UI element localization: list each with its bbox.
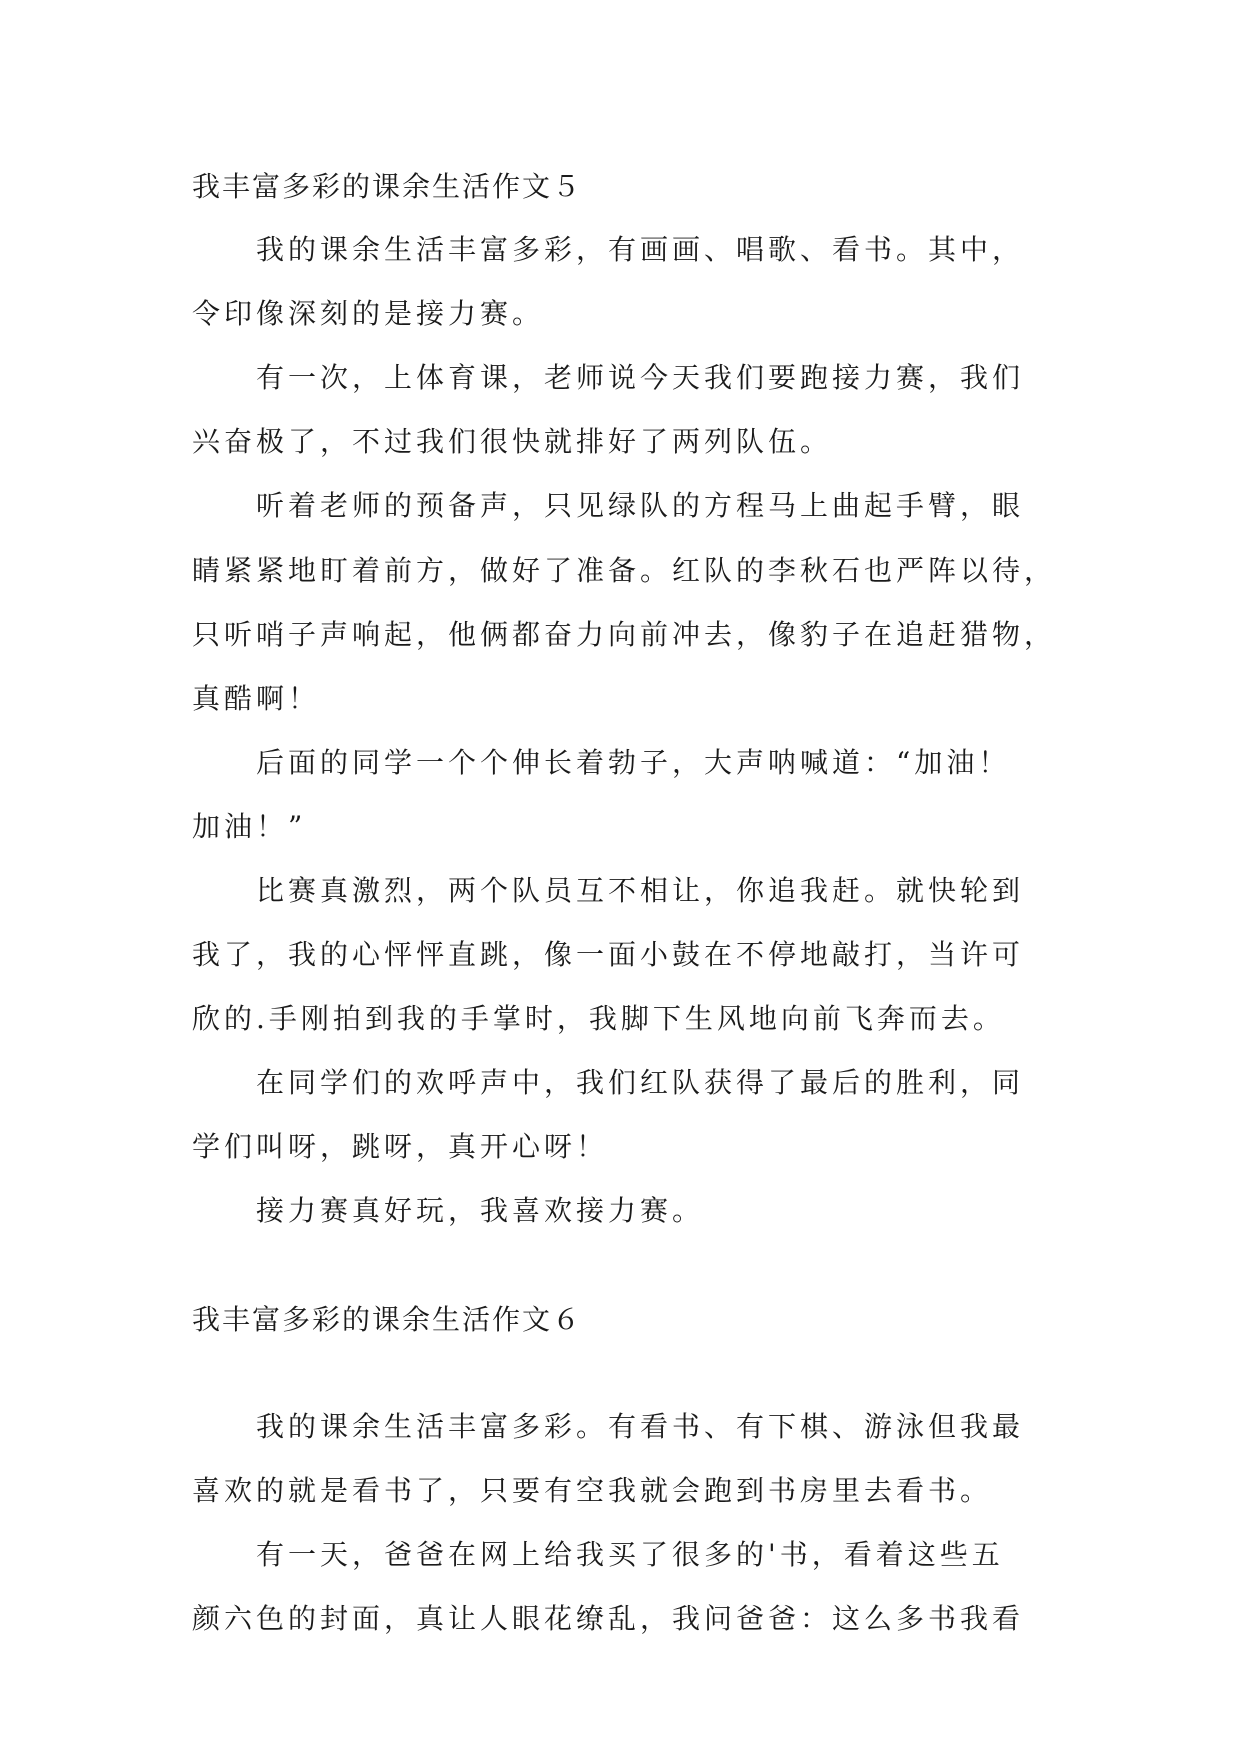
- paragraph-line: 睛紧紧地盯着前方，做好了准备。红队的李秋石也严阵以待，: [192, 554, 1057, 587]
- paragraph-line: 兴奋极了，不过我们很快就排好了两列队伍。: [192, 425, 833, 458]
- paragraph-line: 我了，我的心怦怦直跳，像一面小鼓在不停地敲打，当许可: [192, 938, 1025, 971]
- paragraph-line: 有一天，爸爸在网上给我买了很多的'书，看着这些五: [256, 1538, 1004, 1571]
- paragraph-line: 加油！”: [192, 810, 307, 843]
- paragraph-line: 听着老师的预备声，只见绿队的方程马上曲起手臂，眼: [256, 489, 1025, 522]
- paragraph-line: 我的课余生活丰富多彩。有看书、有下棋、游泳但我最: [256, 1410, 1025, 1443]
- section-title: 我丰富多彩的课余生活作文５: [192, 170, 583, 203]
- paragraph-line: 颜六色的封面，真让人眼花缭乱，我问爸爸：这么多书我看: [192, 1602, 1025, 1635]
- paragraph-line: 喜欢的就是看书了，只要有空我就会跑到书房里去看书。: [192, 1474, 993, 1507]
- paragraph-line: 令印像深刻的是接力赛。: [192, 297, 545, 330]
- paragraph-line: 有一次，上体育课，老师说今天我们要跑接力赛，我们: [256, 361, 1025, 394]
- paragraph-line: 后面的同学一个个伸长着勃子，大声呐喊道：“加油！: [256, 746, 1011, 779]
- paragraph-line: 接力赛真好玩，我喜欢接力赛。: [256, 1194, 705, 1227]
- paragraph-line: 学们叫呀，跳呀，真开心呀！: [192, 1130, 609, 1163]
- paragraph-line: 真酷啊！: [192, 682, 321, 715]
- section-title: 我丰富多彩的课余生活作文６: [192, 1303, 583, 1336]
- paragraph-line: 只听哨子声响起，他俩都奋力向前冲去，像豹子在追赶猎物，: [192, 618, 1057, 651]
- paragraph-line: 欣的.手刚拍到我的手掌时，我脚下生风地向前飞奔而去。: [192, 1002, 1005, 1035]
- paragraph-line: 比赛真激烈，两个队员互不相让，你追我赶。就快轮到: [256, 874, 1025, 907]
- paragraph-line: 在同学们的欢呼声中，我们红队获得了最后的胜利，同: [256, 1066, 1025, 1099]
- paragraph-line: 我的课余生活丰富多彩，有画画、唱歌、看书。其中，: [256, 233, 1025, 266]
